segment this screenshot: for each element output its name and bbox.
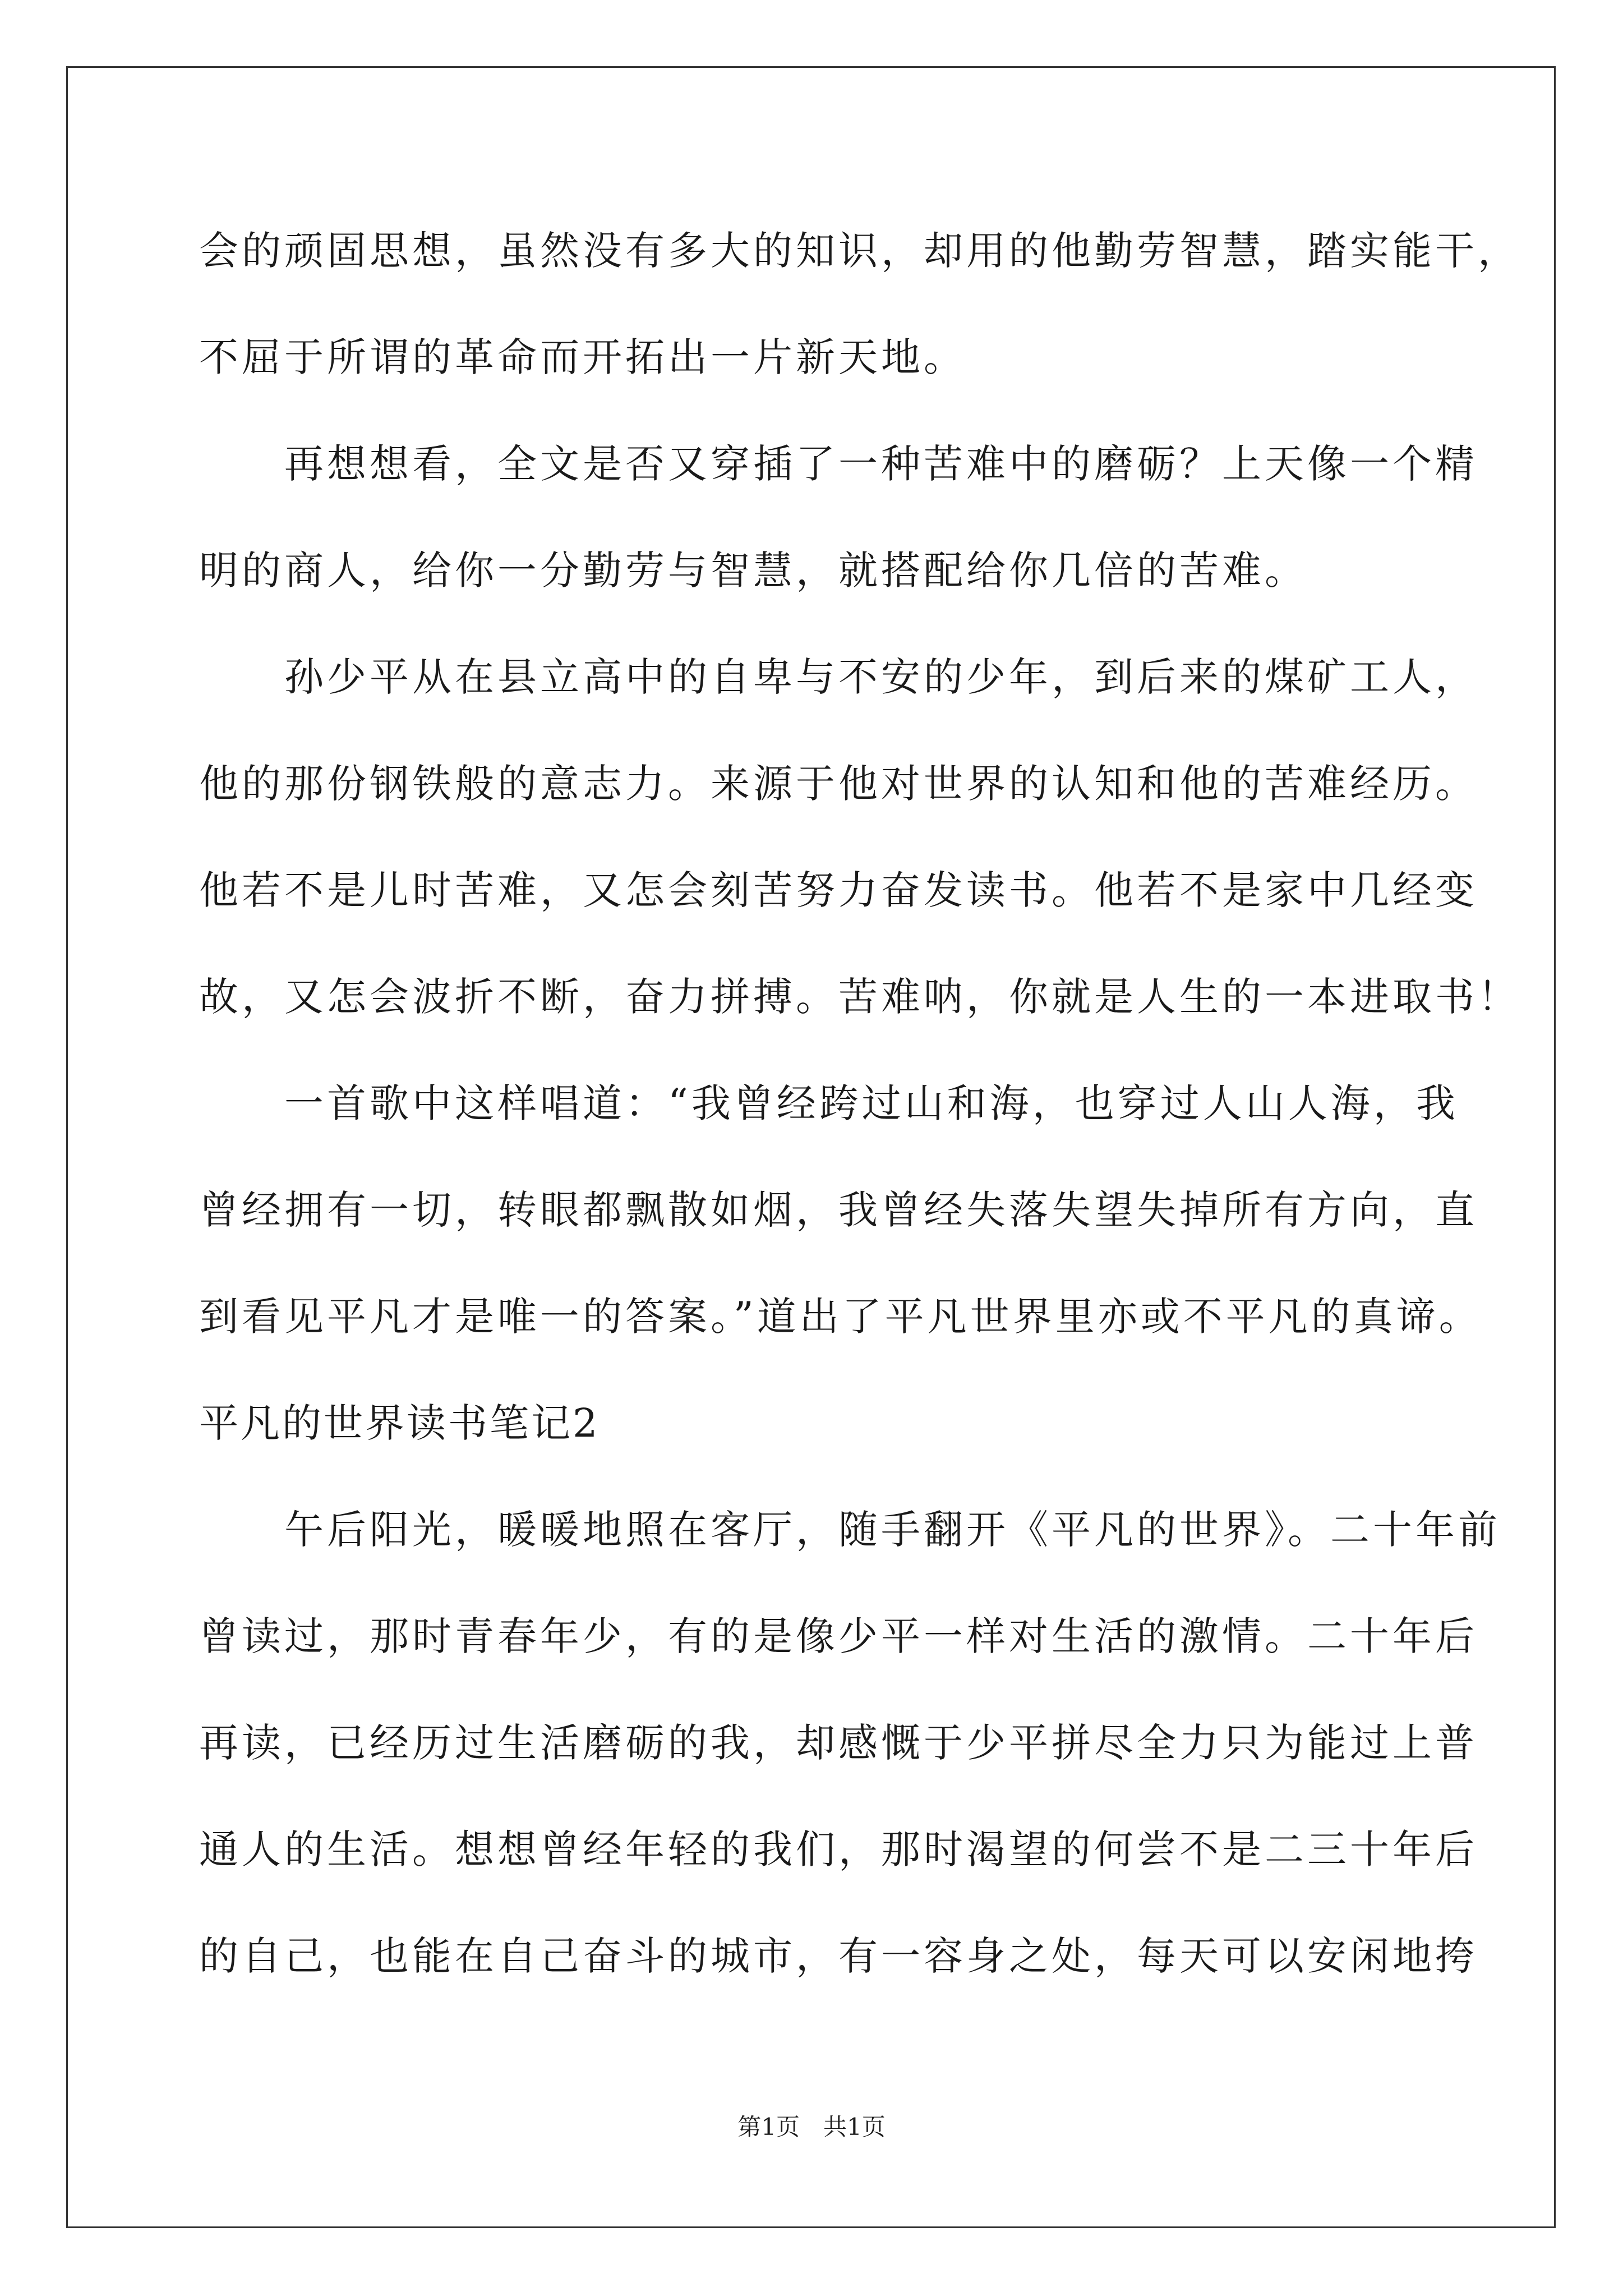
text-line: 曾读过，那时青春年少，有的是像少平一样对生活的激情。二十年后: [199, 1613, 1478, 1659]
page-footer: 第1页 共1页: [737, 2113, 886, 2141]
text-line: 通人的生活。想想曾经年轻的我们，那时渴望的何尝不是二三十年后: [199, 1826, 1478, 1872]
text-line: 再想想看，全文是否又穿插了一种苦难中的磨砺？上天像一个精: [199, 441, 1478, 487]
text-line: 再读，已经历过生活磨砺的我，却感慨于少平拼尽全力只为能过上普: [199, 1720, 1478, 1766]
text-line: 到看见平凡才是唯一的答案。”道出了平凡世界里亦或不平凡的真谛。: [199, 1294, 1482, 1340]
text-line: 会的顽固思想，虽然没有多大的知识，却用的他勤劳智慧，踏实能干，: [199, 228, 1520, 274]
text-line: 不屈于所谓的革命而开拓出一片新天地。: [199, 334, 966, 380]
text-line: 曾经拥有一切，转眼都飘散如烟，我曾经失落失望失掉所有方向，直: [199, 1187, 1478, 1233]
document-body: [199, 209, 1520, 2021]
text-line: 的自己，也能在自己奋斗的城市，有一容身之处，每天可以安闲地挎: [199, 1933, 1478, 1979]
text-line: 明的商人，给你一分勤劳与智慧，就搭配给你几倍的苦难。: [199, 547, 1307, 593]
text-line: 他若不是儿时苦难，又怎会刻苦努力奋发读书。他若不是家中几经变: [199, 867, 1478, 913]
text-line: 一首歌中这样唱道：“我曾经跨过山和海，也穿过人山人海，我: [199, 1080, 1459, 1126]
text-line: 午后阳光，暖暖地照在客厅，随手翻开《平凡的世界》。二十年前: [199, 1507, 1501, 1553]
text-line: 故，又怎会波折不断，奋力拼搏。苦难呐，你就是人生的一本进取书！: [199, 974, 1520, 1020]
text-line: 孙少平从在县立高中的自卑与不安的少年，到后来的煤矿工人，: [199, 654, 1478, 700]
section-heading: 平凡的世界读书笔记2: [199, 1400, 600, 1446]
text-line: 他的那份钢铁般的意志力。来源于他对世界的认知和他的苦难经历。: [199, 761, 1478, 807]
